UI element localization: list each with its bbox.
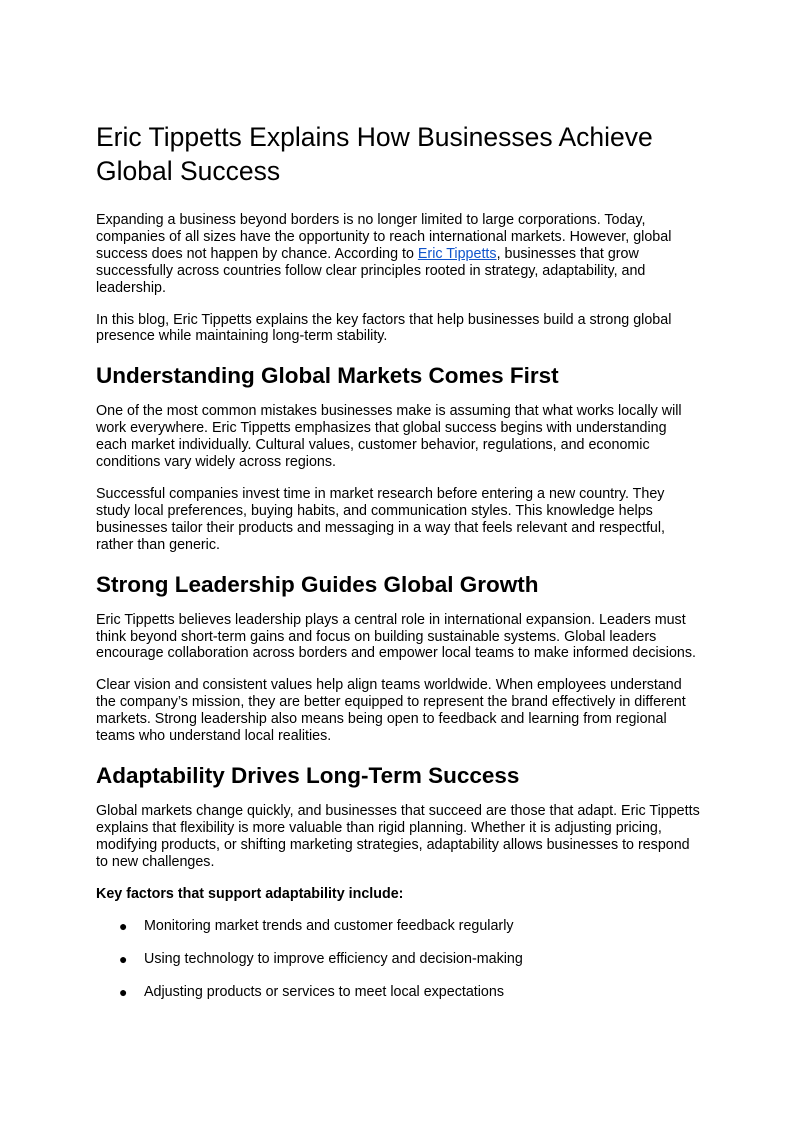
section-1-paragraph-2: Successful companies invest time in market research before entering a new country. They study local preferences, buying habits, and communication styles. This knowledge helps businesses tailor their products and messaging in a way that feels relevant and respectful, rather than generic. (96, 485, 666, 553)
list-item-text: Using technology to improve efficiency and decision-making (144, 951, 523, 968)
adaptability-factors-list (96, 918, 701, 1001)
adaptability-list-heading: Key factors that support adaptability include: (96, 885, 404, 902)
list-item-text: Adjusting products or services to meet local expectations (144, 984, 504, 1001)
section-heading-strong-leadership: Strong Leadership Guides Global Growth (96, 571, 539, 597)
intro-paragraph-2: In this blog, Eric Tippetts explains the key factors that help businesses build a strong global presence while maintaining long-term stability. (96, 311, 672, 345)
section-heading-understanding-markets: Understanding Global Markets Comes First (96, 363, 559, 389)
list-item (96, 951, 701, 968)
section-2-paragraph-1: Eric Tippetts believes leadership plays a central role in international expansion. Leaders must think beyond short-term gains and focus on building sustainable systems. Global leaders encourage collaboration across borders and empower local teams to make informed decisions. (96, 611, 696, 662)
list-item (96, 918, 701, 935)
intro-paragraph-1 (96, 212, 701, 297)
bullet-icon: ● (119, 984, 128, 1001)
list-item (96, 984, 701, 1001)
eric-tippetts-link[interactable]: Eric Tippetts (417, 245, 497, 262)
document-title: Eric Tippetts Explains How Businesses Achieve Global Success (96, 122, 653, 186)
intro-text-before-link: Expanding a business beyond borders is no longer limited to large corporations. Today, companies of all sizes have the opportunity to reach international markets. However, global success does not happen by chance. According to (96, 212, 672, 262)
document-page (96, 120, 701, 1017)
section-3-paragraph-1: Global markets change quickly, and businesses that succeed are those that adapt. Eric Tippetts explains that flexibility is more valuable than rigid planning. Whether it is adjusting pricing, modifying products, or shifting marketing strategies, adaptability allows businesses to respond to new challenges. (96, 802, 700, 870)
section-1-paragraph-1: One of the most common mistakes businesses make is assuming that what works locally will work everywhere. Eric Tippetts emphasizes that global success begins with understanding each market individually. Cultural values, customer behavior, regulations, and economic conditions vary widely across regions. (96, 403, 682, 471)
list-item-text: Monitoring market trends and customer feedback regularly (144, 918, 514, 935)
section-2-paragraph-2: Clear vision and consistent values help align teams worldwide. When employees understand the company’s mission, they are better equipped to represent the brand effectively in different markets. Strong leadership also means being open to feedback and learning from regional teams who understand local realities. (96, 677, 686, 745)
intro-text-after-link: , businesses that grow successfully across countries follow clear principles rooted in strategy, adaptability, and leadership. (96, 245, 646, 296)
bullet-icon: ● (119, 951, 128, 968)
section-heading-adaptability: Adaptability Drives Long-Term Success (96, 762, 520, 788)
bullet-icon: ● (119, 918, 128, 935)
